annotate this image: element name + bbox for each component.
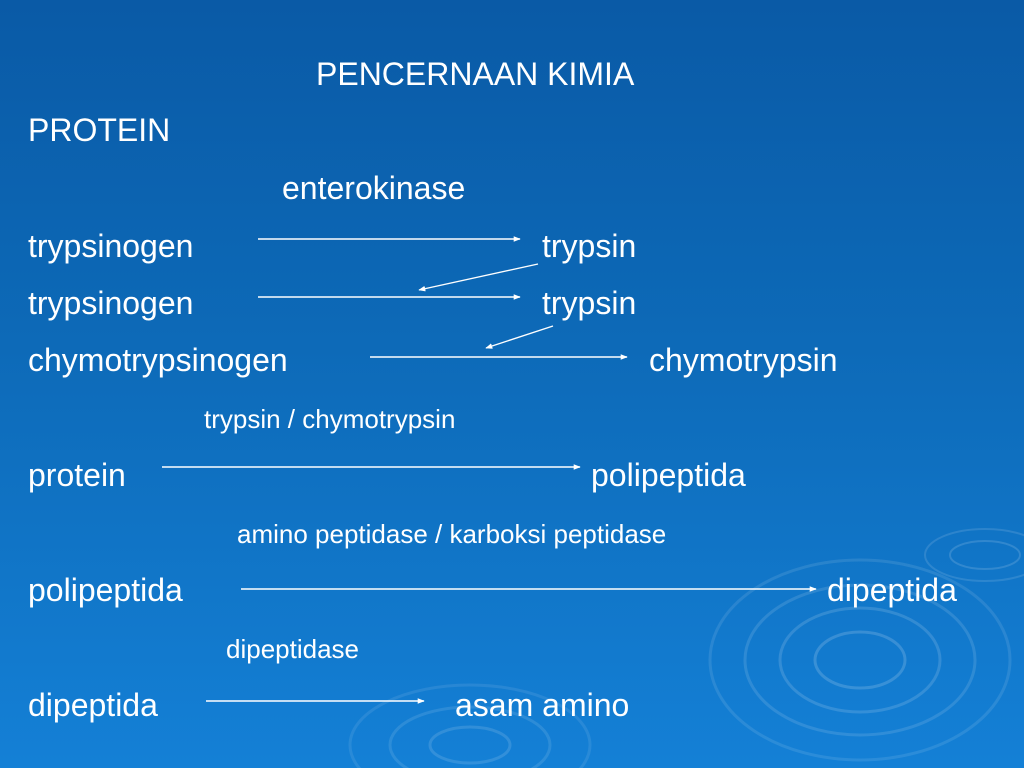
- product-trypsin-1: trypsin: [542, 228, 637, 264]
- product-trypsin-2: trypsin: [542, 285, 637, 321]
- topic-heading: PROTEIN: [28, 112, 171, 148]
- enzyme-label-trypsin-chymotrypsin: trypsin / chymotrypsin: [204, 404, 456, 434]
- reactant-polipeptida: polipeptida: [28, 572, 183, 608]
- reactant-trypsinogen-2: trypsinogen: [28, 285, 194, 321]
- reactant-protein: protein: [28, 457, 126, 493]
- slide-title: PENCERNAAN KIMIA: [316, 56, 635, 92]
- enzyme-label-enterokinase: enterokinase: [282, 170, 466, 206]
- product-asam-amino: asam amino: [455, 687, 630, 723]
- product-chymotrypsin: chymotrypsin: [649, 342, 838, 378]
- enzyme-label-peptidase: amino peptidase / karboksi peptidase: [237, 519, 667, 549]
- product-polipeptida: polipeptida: [591, 457, 746, 493]
- reactant-trypsinogen-1: trypsinogen: [28, 228, 194, 264]
- product-dipeptida: dipeptida: [827, 572, 957, 608]
- reactant-chymotrypsinogen: chymotrypsinogen: [28, 342, 288, 378]
- enzyme-label-dipeptidase: dipeptidase: [226, 634, 359, 664]
- arrow-trypsin-activates-2: [486, 326, 553, 348]
- arrow-trypsin-activates-1: [419, 264, 538, 290]
- reactant-dipeptida: dipeptida: [28, 687, 158, 723]
